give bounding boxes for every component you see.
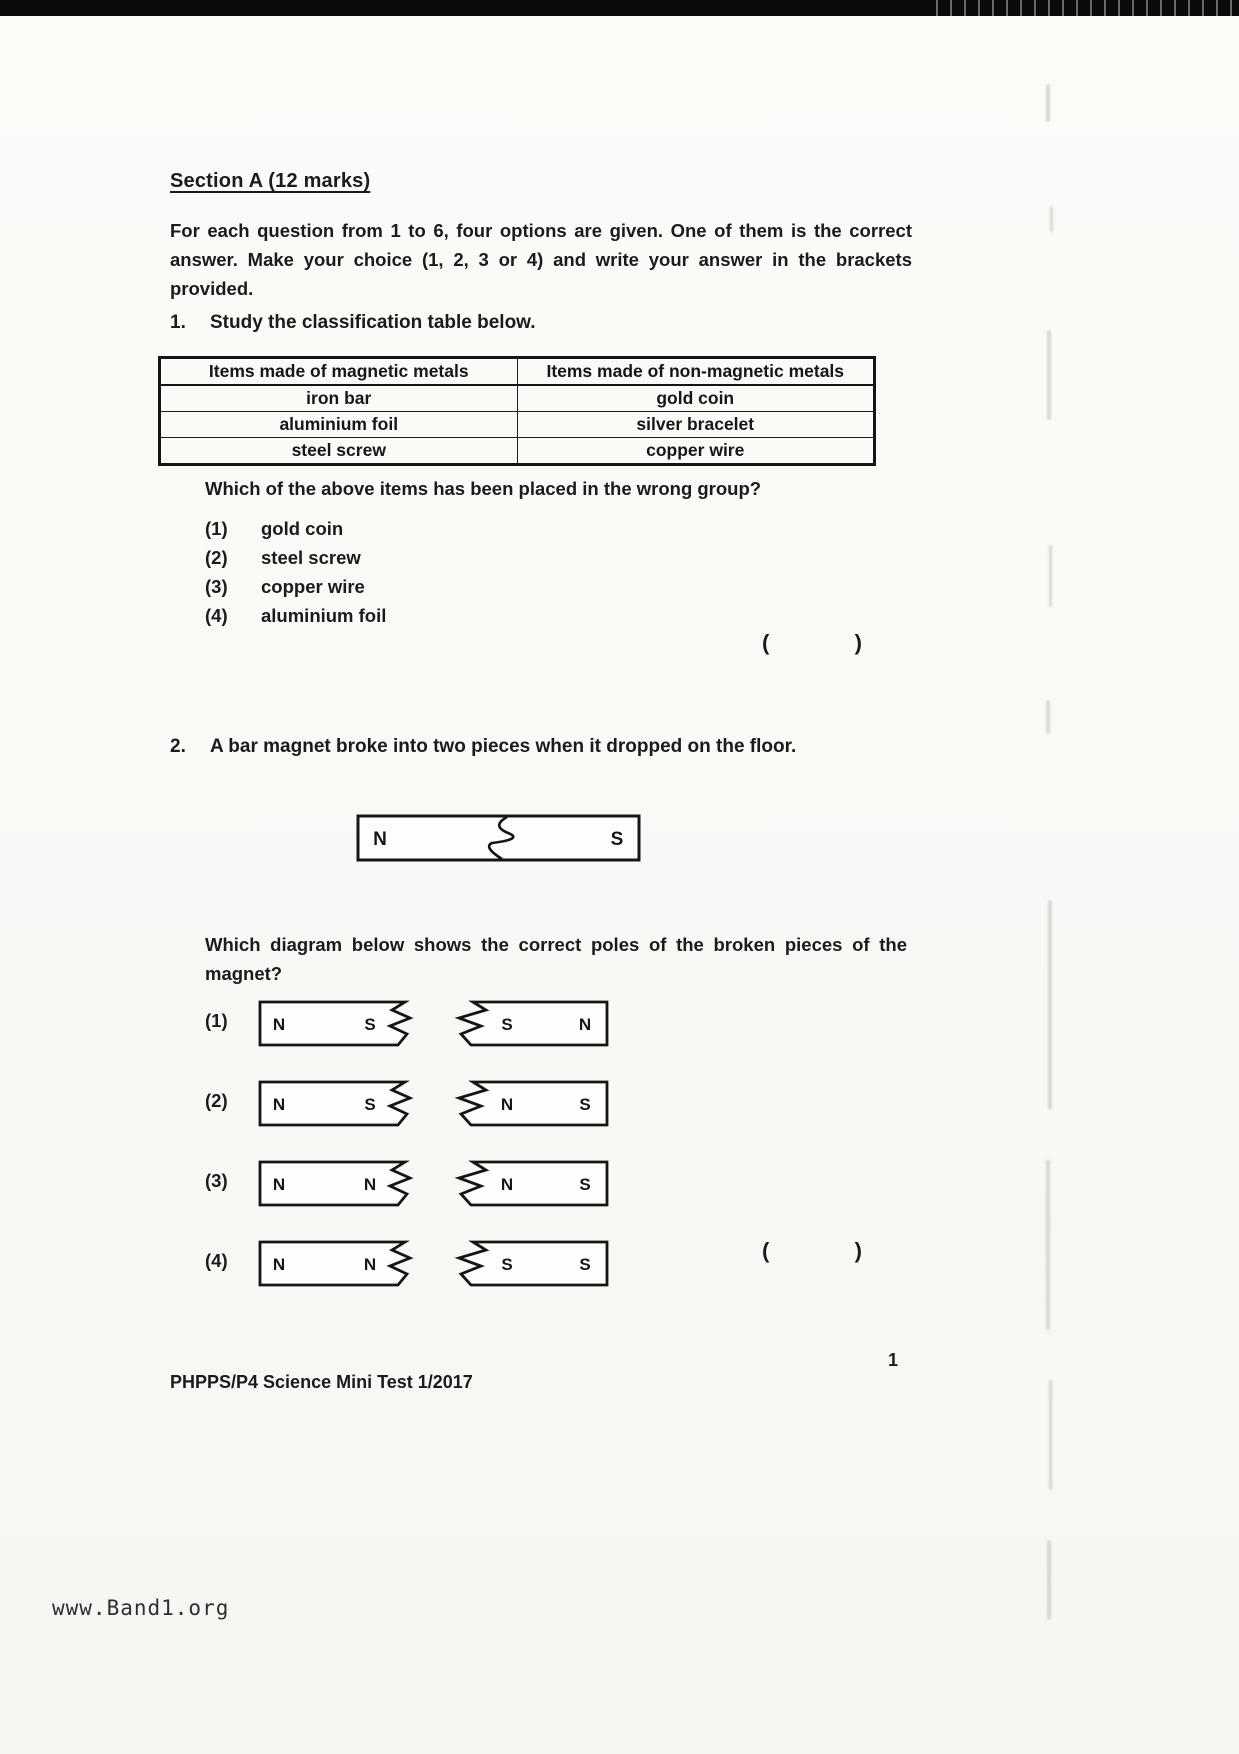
- table-cell: iron bar: [160, 385, 518, 412]
- question-2-number: 2.: [170, 736, 186, 757]
- option-row: [205, 998, 629, 1048]
- section-instructions: For each question from 1 to 6, four options are given. One of them is the correct answer. Make your choice (1, 2, 3 or 4) and write your answer in the brackets provided.: [170, 220, 912, 299]
- broken-magnet-right-piece: [443, 1158, 611, 1208]
- scan-artifact: [1048, 900, 1052, 1110]
- option-row: [205, 1158, 629, 1208]
- table-cell: steel screw: [160, 438, 518, 465]
- scan-artifact: [1046, 1160, 1050, 1330]
- answer-bracket-close: ): [854, 1238, 862, 1263]
- question-2-text: Which diagram below shows the correct poles of the broken pieces of the magnet?: [205, 934, 907, 984]
- question-1-number: 1.: [170, 312, 186, 333]
- pole-label: N: [363, 1255, 377, 1274]
- option-number: (3): [205, 576, 228, 597]
- question-2-prompt: A bar magnet broke into two pieces when it dropped on the floor.: [210, 736, 797, 757]
- scan-top-edge: [0, 0, 1239, 16]
- table-cell: gold coin: [517, 385, 875, 412]
- option-number: (4): [205, 1250, 228, 1271]
- option-row: [205, 1078, 629, 1128]
- section-title: Section A (12 marks): [170, 170, 371, 192]
- scan-artifact: [1047, 330, 1051, 420]
- question-1-options: [205, 518, 386, 634]
- pole-label: S: [579, 1255, 591, 1274]
- option-label: steel screw: [261, 547, 361, 568]
- pole-label: N: [272, 1175, 286, 1194]
- question-2-options: [205, 998, 629, 1318]
- pole-label: N: [578, 1015, 592, 1034]
- option-label: aluminium foil: [261, 605, 387, 626]
- option-number: (1): [205, 1010, 228, 1031]
- answer-bracket-close: ): [854, 630, 862, 655]
- pole-label: S: [501, 1255, 513, 1274]
- broken-magnet-left-piece: [257, 1238, 425, 1288]
- pole-label: S: [610, 829, 624, 850]
- table-header-magnetic: Items made of magnetic metals: [160, 358, 518, 386]
- question-1-prompt-row: [170, 312, 536, 334]
- option-number: (2): [205, 1090, 228, 1111]
- table-cell: aluminium foil: [160, 412, 518, 438]
- scan-artifact: [1050, 206, 1053, 232]
- pole-label: S: [579, 1095, 591, 1114]
- broken-magnet-left-piece: [257, 1078, 425, 1128]
- option-row: [205, 605, 386, 627]
- scan-artifact: [1049, 1380, 1052, 1490]
- option-row: [205, 547, 386, 569]
- table-cell: copper wire: [517, 438, 875, 465]
- document-footer: PHPPS/P4 Science Mini Test 1/2017: [170, 1372, 473, 1392]
- pole-label: N: [272, 1015, 286, 1034]
- cracked-bar-magnet-diagram: [355, 812, 643, 864]
- answer-bracket-open: (: [762, 630, 770, 655]
- question-2-prompt-row: [170, 736, 796, 758]
- option-row: [205, 1238, 629, 1288]
- pole-label: N: [272, 1255, 286, 1274]
- page-number: 1: [888, 1350, 899, 1370]
- option-label: gold coin: [261, 518, 344, 539]
- classification-table: [158, 356, 876, 466]
- broken-magnet-right-piece: [443, 1078, 611, 1128]
- table-header-nonmagnetic: Items made of non-magnetic metals: [517, 358, 875, 386]
- scan-artifact: [1047, 1540, 1051, 1620]
- broken-magnet-right-piece: [443, 998, 611, 1048]
- answer-bracket-q2: [762, 1238, 862, 1264]
- option-label: copper wire: [261, 576, 365, 597]
- pole-label: N: [363, 1175, 377, 1194]
- pole-label: S: [364, 1095, 376, 1114]
- table-row: [160, 438, 875, 465]
- scan-artifact: [1046, 700, 1050, 734]
- scan-artifact: [1049, 545, 1052, 607]
- question-1-prompt: Study the classification table below.: [210, 312, 536, 333]
- option-row: [205, 576, 386, 598]
- pole-label: S: [364, 1015, 376, 1034]
- pole-label: N: [272, 1095, 286, 1114]
- watermark: www.Band1.org: [52, 1596, 230, 1620]
- table-row: [160, 385, 875, 412]
- pole-label: S: [501, 1015, 513, 1034]
- option-number: (3): [205, 1170, 228, 1191]
- broken-magnet-left-piece: [257, 998, 425, 1048]
- pole-label: N: [500, 1095, 514, 1114]
- option-number: (1): [205, 518, 228, 539]
- pole-label: S: [579, 1175, 591, 1194]
- option-number: (4): [205, 605, 228, 626]
- broken-magnet-right-piece: [443, 1238, 611, 1288]
- question-1-text: Which of the above items has been placed in the wrong group?: [205, 478, 762, 499]
- pole-label: N: [500, 1175, 514, 1194]
- answer-bracket-q1: [762, 630, 862, 656]
- broken-magnet-left-piece: [257, 1158, 425, 1208]
- option-number: (2): [205, 547, 228, 568]
- table-cell: silver bracelet: [517, 412, 875, 438]
- scan-edge-texture: [929, 0, 1239, 16]
- answer-bracket-open: (: [762, 1238, 770, 1263]
- pole-label: N: [373, 829, 387, 850]
- table-header-row: [160, 358, 875, 386]
- option-row: [205, 518, 386, 540]
- table-row: [160, 412, 875, 438]
- scan-artifact: [1046, 84, 1050, 122]
